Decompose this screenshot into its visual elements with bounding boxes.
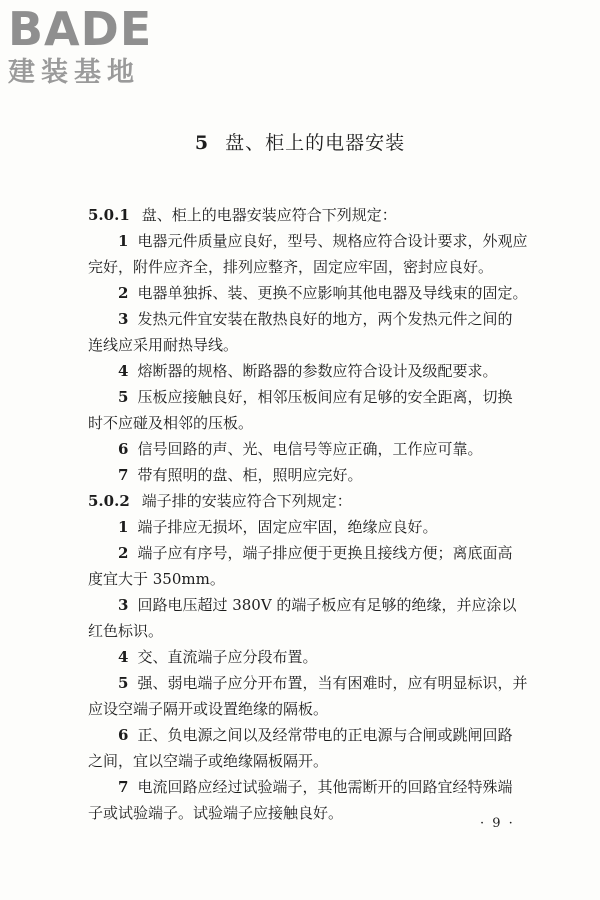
logo-subtitle: 建装基地 xyxy=(8,57,140,88)
list-item xyxy=(88,280,558,306)
line-text: 压板应接触良好，相邻压板间应有足够的安全距离，切换 xyxy=(137,388,513,406)
line-text: 交、直流端子应分段布置。 xyxy=(137,648,318,666)
page-number: · 9 · xyxy=(480,816,515,831)
line-text: 连线应采用耐热导线。 xyxy=(88,336,239,354)
line-text: 电器单独拆、装、更换不应影响其他电器及导线束的固定。 xyxy=(137,284,528,302)
item-number: 7 xyxy=(118,778,129,796)
chapter-title-text: 盘、柜上的电器安装 xyxy=(225,132,406,154)
line-text: 电器元件质量应良好，型号、规格应符合设计要求，外观应 xyxy=(137,232,528,250)
line-text: 盘、柜上的电器安装应符合下列规定： xyxy=(141,206,397,224)
item-number: 6 xyxy=(118,726,129,744)
item-number: 4 xyxy=(118,648,129,666)
line-text: 红色标识。 xyxy=(88,622,164,640)
item-number: 3 xyxy=(118,596,129,614)
clause-number: 5.0.1 xyxy=(88,206,130,224)
line-text: 发热元件宜安装在散热良好的地方，两个发热元件之间的 xyxy=(137,310,513,328)
line-text: 时不应碰及相邻的压板。 xyxy=(88,414,254,432)
item-number: 2 xyxy=(118,284,129,302)
line-text: 带有照明的盘、柜，照明应完好。 xyxy=(137,466,363,484)
line-text: 信号回路的声、光、电信号等应正确，工作应可靠。 xyxy=(137,440,483,458)
list-item-continuation xyxy=(88,410,558,436)
list-item xyxy=(88,514,558,540)
list-item-continuation xyxy=(88,618,558,644)
clause-heading xyxy=(88,202,558,228)
item-number: 4 xyxy=(118,362,129,380)
item-number: 5 xyxy=(118,388,129,406)
item-number: 6 xyxy=(118,440,129,458)
chapter-title xyxy=(0,128,600,155)
item-number: 2 xyxy=(118,544,129,562)
item-number: 7 xyxy=(118,466,129,484)
list-item-continuation xyxy=(88,696,558,722)
body-text xyxy=(88,202,558,826)
chapter-number: 5 xyxy=(194,132,210,154)
list-item-continuation xyxy=(88,332,558,358)
list-item xyxy=(88,722,558,748)
line-text: 端子应有序号，端子排应便于更换且接线方便；离底面高 xyxy=(137,544,513,562)
item-number: 1 xyxy=(118,232,129,250)
list-item xyxy=(88,384,558,410)
list-item xyxy=(88,774,558,800)
line-text: 端子排应无损坏，固定应牢固，绝缘应良好。 xyxy=(137,518,438,536)
item-number: 3 xyxy=(118,310,129,328)
line-text: 之间，宜以空端子或绝缘隔板隔开。 xyxy=(88,752,329,770)
logo-brand: BADE xyxy=(8,2,153,56)
line-text: 应设空端子隔开或设置绝缘的隔板。 xyxy=(88,700,329,718)
list-item-continuation xyxy=(88,566,558,592)
line-text: 端子排的安装应符合下列规定： xyxy=(141,492,352,510)
list-item xyxy=(88,462,558,488)
line-text: 熔断器的规格、断路器的参数应符合设计及级配要求。 xyxy=(137,362,498,380)
line-text: 完好，附件应齐全，排列应整齐，固定应牢固，密封应良好。 xyxy=(88,258,494,276)
clause-number: 5.0.2 xyxy=(88,492,130,510)
list-item xyxy=(88,306,558,332)
list-item xyxy=(88,436,558,462)
line-text: 电流回路应经过试验端子，其他需断开的回路宜经特殊端 xyxy=(137,778,513,796)
list-item xyxy=(88,358,558,384)
line-text: 正、负电源之间以及经常带电的正电源与合闸或跳闸回路 xyxy=(137,726,513,744)
list-item-continuation xyxy=(88,254,558,280)
list-item xyxy=(88,644,558,670)
logo xyxy=(8,4,178,90)
list-item xyxy=(88,540,558,566)
list-item-continuation xyxy=(88,748,558,774)
clause-heading xyxy=(88,488,558,514)
line-text: 强、弱电端子应分开布置，当有困难时，应有明显标识，并 xyxy=(137,674,528,692)
item-number: 1 xyxy=(118,518,129,536)
line-text: 度宜大于 350mm。 xyxy=(88,570,225,588)
line-text: 回路电压超过 380V 的端子板应有足够的绝缘，并应涂以 xyxy=(137,596,517,614)
list-item xyxy=(88,228,558,254)
line-text: 子或试验端子。试验端子应接触良好。 xyxy=(88,804,344,822)
list-item xyxy=(88,592,558,618)
item-number: 5 xyxy=(118,674,129,692)
list-item xyxy=(88,670,558,696)
